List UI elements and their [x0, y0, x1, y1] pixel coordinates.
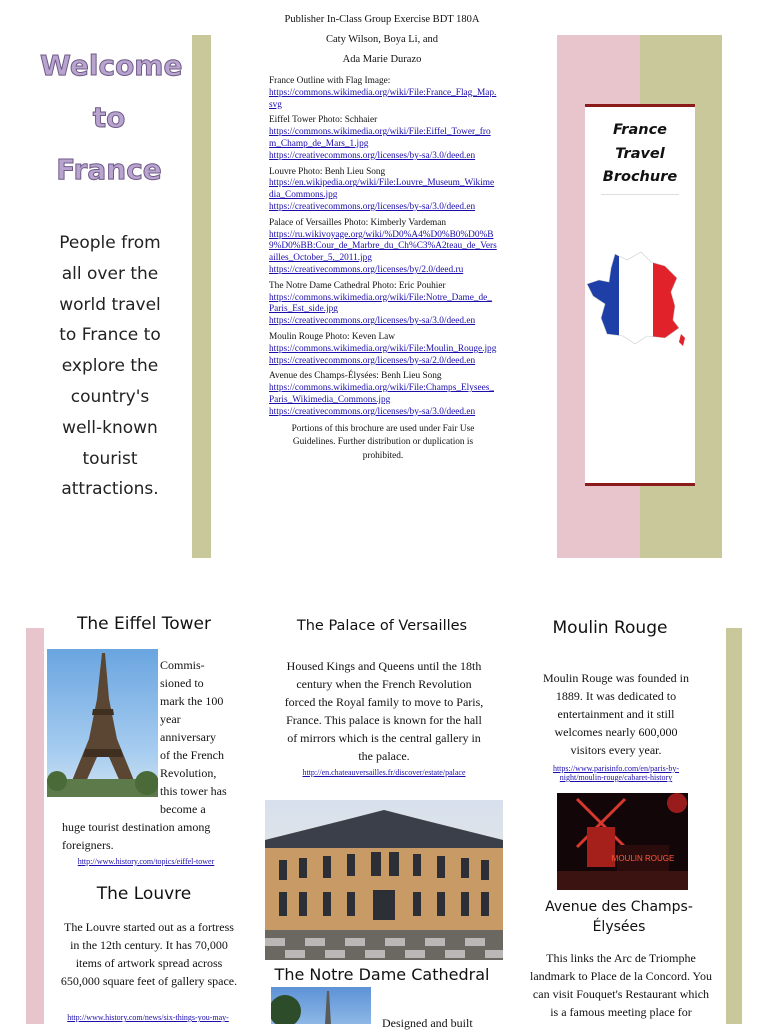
- title-line: Brochure: [602, 169, 678, 185]
- eiffel-line: of the French: [160, 748, 224, 762]
- credit-label: Avenue des Champs-Élysées: Benh Lieu Song: [269, 371, 442, 382]
- notre-dame-photo: [271, 987, 371, 1024]
- credits-header: [262, 10, 502, 70]
- versailles-text: Housed Kings and Queens until the 18th century when the French Revolution forced the Royal family to move to Paris, France. This palace is known for the hall of mirrors which is the central gallery in the palace.: [284, 659, 484, 763]
- header-line: Publisher In-Class Group Exercise BDT 180A: [284, 14, 480, 25]
- image-credits: [269, 76, 497, 463]
- credit-label: The Notre Dame Cathedral Photo: Eric Pouhier: [269, 280, 446, 291]
- versailles-link[interactable]: http://en.chateauversailles.fr/discover/estate/palace: [302, 768, 466, 777]
- credit-link[interactable]: https://ru.wikivoyage.org/wiki/%D0%A4%D0%B0%D0%B9%D0%BB:Cour_de_Marbre_du_Ch%C3%A2teau_de_Versailles_October_5,_2011.jpg: [269, 229, 497, 264]
- eiffel-line: sioned to: [160, 676, 204, 690]
- notre-dame-title: The Notre Dame Cathedral: [274, 965, 490, 984]
- header-line: Ada Marie Durazo: [342, 54, 422, 65]
- credit-item: [269, 218, 497, 277]
- credit-link[interactable]: https://creativecommons.org/licenses/by-sa/3.0/deed.en: [269, 150, 476, 161]
- france-flag-map-icon: [585, 248, 687, 350]
- credit-item: [269, 167, 497, 214]
- eiffel-line: this tower has: [160, 784, 227, 798]
- eiffel-line: anniversary: [160, 730, 216, 744]
- credit-item: [269, 281, 497, 328]
- credit-link[interactable]: https://creativecommons.org/licenses/by-sa/3.0/deed.en: [269, 201, 476, 212]
- eiffel-text: huge tourist destination among foreigners.: [62, 820, 211, 852]
- credit-label: France Outline with Flag Image:: [269, 76, 391, 86]
- credit-link[interactable]: https://creativecommons.org/licenses/by/2.0/deed.ru: [269, 264, 464, 275]
- versailles-palace-photo: [265, 800, 503, 960]
- welcome-line: Welcome: [40, 49, 183, 82]
- credit-item: [269, 332, 497, 367]
- moulin-title: Moulin Rouge: [552, 618, 668, 638]
- credit-label: Moulin Rouge Photo: Keven Law: [269, 331, 396, 342]
- credit-link[interactable]: https://commons.wikimedia.org/wiki/File:Moulin_Rouge.jpg: [269, 343, 497, 354]
- credit-item: [269, 115, 497, 162]
- credit-link[interactable]: https://commons.wikimedia.org/wiki/File:France_Flag_Map.svg: [269, 87, 497, 110]
- credit-link[interactable]: https://commons.wikimedia.org/wiki/File:Eiffel_Tower_from_Champ_de_Mars_1.jpg: [269, 127, 491, 149]
- eiffel-line: Commis-: [160, 658, 205, 672]
- louvre-link[interactable]: http://www.history.com/news/six-things-you-may-: [67, 1013, 229, 1022]
- eiffel-line: become a: [160, 802, 206, 816]
- olive-stripe-bottom-right: [726, 628, 742, 1024]
- credit-label: Eiffel Tower Photo: Schhaier: [269, 115, 378, 126]
- credit-link[interactable]: https://creativecommons.org/licenses/by-sa/3.0/deed.en: [269, 316, 476, 327]
- versailles-title: The Palace of Versailles: [296, 618, 468, 634]
- eiffel-line: year: [160, 712, 181, 726]
- champs-text: This links the Arc de Triomphe landmark to Place de la Concord. You can visit Fouquet's Restaurant which is a famous meeting place for: [530, 951, 712, 1019]
- louvre-title: The Louvre: [96, 884, 192, 904]
- olive-stripe-top-left: [192, 35, 211, 558]
- credit-link[interactable]: https://commons.wikimedia.org/wiki/File:Champs_Elysees_Paris_Wikimedia_Commons.jpg: [269, 383, 495, 405]
- eiffel-line: mark the 100: [160, 694, 224, 708]
- champs-title: Avenue des Champs-Élysées: [545, 899, 693, 935]
- credit-link[interactable]: https://commons.wikimedia.org/wiki/File:Notre_Dame_de_Paris_Est_side.jpg: [269, 292, 492, 315]
- header-line: Caty Wilson, Boya Li, and: [326, 34, 438, 45]
- credit-label: Palace of Versailles Photo: Kimberly Vardeman: [269, 217, 447, 228]
- brochure-title: [585, 119, 695, 190]
- pink-stripe-bottom-left: [26, 628, 44, 1024]
- title-line: Travel: [615, 145, 665, 162]
- credit-item: [269, 76, 497, 111]
- intro-text: People from all over the world travel to France to explore the country's well-known tourist attractions.: [59, 233, 161, 500]
- moulin-sign-text: MOULIN ROUGE: [611, 854, 675, 863]
- moulin-link[interactable]: https://www.parisinfo.com/en/paris-by-night/moulin-rouge/cabaret-history: [552, 764, 680, 782]
- fair-use-notice: Portions of this brochure are used under Fair Use Guidelines. Further distribution or duplication is prohibited.: [291, 423, 475, 461]
- moulin-rouge-photo: [557, 793, 688, 890]
- credit-item: [269, 371, 497, 418]
- welcome-line: to: [92, 101, 126, 134]
- notre-dame-text: Designed and built: [382, 1016, 473, 1030]
- welcome-heading: [40, 40, 183, 196]
- eiffel-text-wrapped: [160, 656, 240, 818]
- credit-link[interactable]: https://creativecommons.org/licenses/by-sa/2.0/deed.en: [269, 355, 476, 366]
- eiffel-link[interactable]: http://www.history.com/topics/eiffel-tower: [77, 857, 215, 866]
- eiffel-title: The Eiffel Tower: [76, 614, 212, 634]
- credit-link[interactable]: https://creativecommons.org/licenses/by-sa/3.0/deed.en: [269, 406, 476, 417]
- title-line: France: [613, 122, 667, 138]
- louvre-text: The Louvre started out as a fortress in the 12th century. It has 70,000 items of artwork spread across 650,000 square feet of gallery space.: [60, 920, 238, 988]
- credit-label: Louvre Photo: Benh Lieu Song: [269, 166, 386, 177]
- eiffel-line: Revolution,: [160, 766, 217, 780]
- eiffel-tower-photo: [47, 649, 158, 797]
- credit-link[interactable]: https://en.wikipedia.org/wiki/File:Louvre_Museum_Wikimedia_Commons.jpg: [269, 178, 495, 201]
- title-divider: [601, 194, 679, 195]
- moulin-text: Moulin Rouge was founded in 1889. It was dedicated to entertainment and it still welcomes nearly 600,000 visitors every year.: [543, 671, 689, 757]
- welcome-line: France: [56, 153, 162, 186]
